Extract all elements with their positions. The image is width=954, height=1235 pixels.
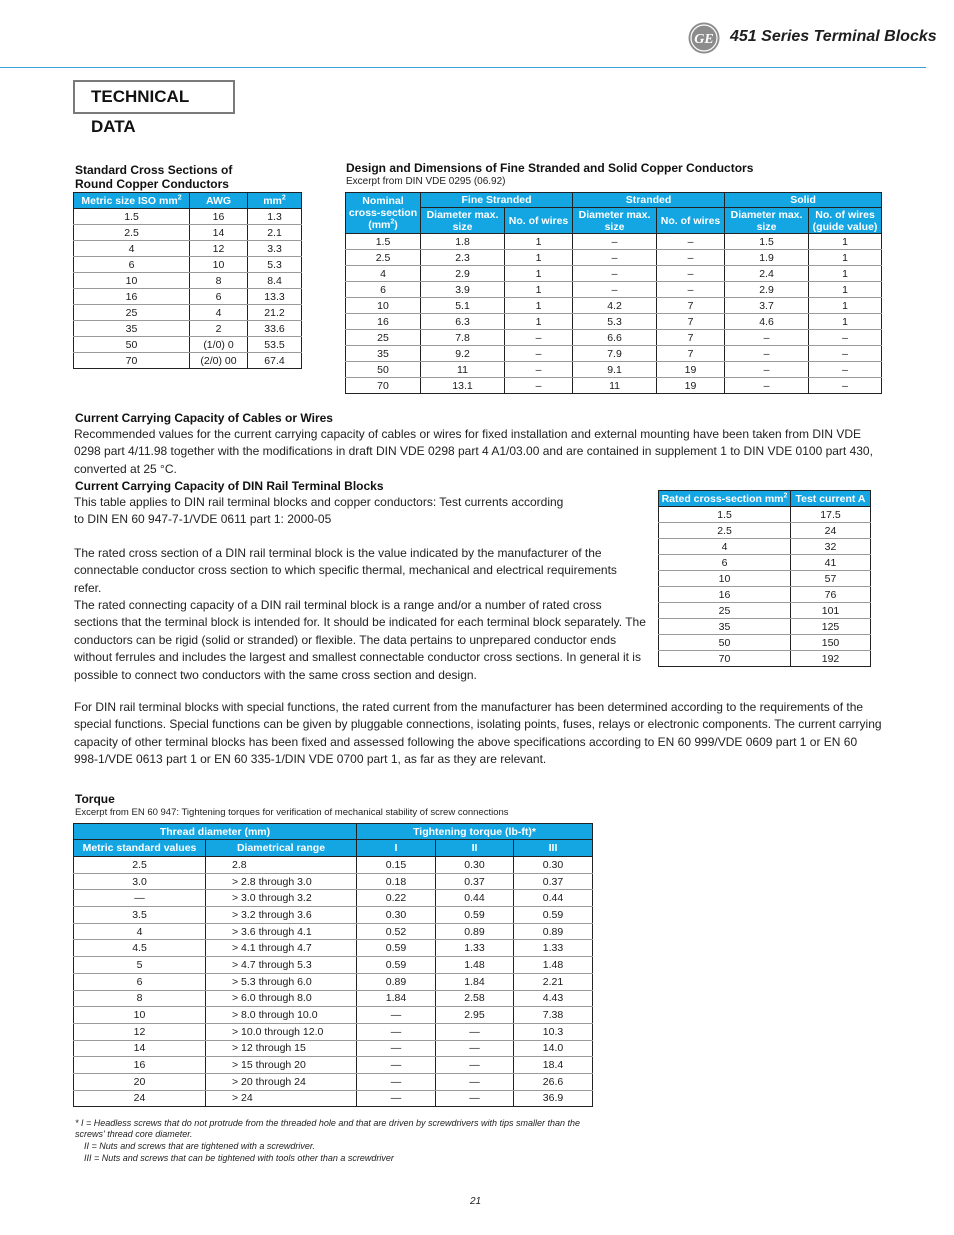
table-row [659, 571, 871, 587]
table-cell: 6.3 [421, 314, 505, 330]
table-cell: 1 [809, 266, 882, 282]
header-rule [0, 67, 926, 68]
table-cell: — [357, 1023, 436, 1040]
table-cell: 0.22 [357, 890, 436, 907]
table-cell: 50 [346, 362, 421, 378]
torque-title: Torque [75, 792, 115, 806]
table-cell: 1 [505, 314, 573, 330]
table-cell: 6 [74, 257, 190, 273]
table-cell: 2.95 [436, 1007, 514, 1024]
din-rail-p4: For DIN rail terminal blocks with special functions, the rated current from the manufacturer has been determined according to the requirements of the special functions. Special functions can be given by pluggable connections, isolating points, fuses, relays or electronic components. The current carrying capacity of other terminal blocks has been fixed and assessed following the above specifications according to EN 60 999/VDE 0609 part 1 or EN 60 998-1/VDE 0613 part 1 or EN 60 335-1/DIN VDE 0700 part 1, as far as they are relevant. [74, 700, 882, 767]
table-cell: 16 [190, 209, 248, 225]
table-row [346, 362, 882, 378]
table-cell: 0.44 [514, 890, 593, 907]
table-row [659, 635, 871, 651]
page-number: 21 [470, 1196, 482, 1207]
table-cell: 1 [505, 282, 573, 298]
table-cell: 26.6 [514, 1073, 593, 1090]
std-sections-title-line2: Round Copper Conductors [75, 177, 229, 191]
table-cell: 10 [74, 273, 190, 289]
table-row [74, 957, 593, 974]
table-row [74, 353, 302, 369]
table-row [74, 1007, 593, 1024]
std-header-awg: AWG [190, 193, 248, 209]
table-cell: > 10.0 through 12.0 [206, 1023, 357, 1040]
table-row [346, 282, 882, 298]
table-cell: > 20 through 24 [206, 1073, 357, 1090]
torque-table [73, 823, 593, 1107]
table-cell: 0.89 [514, 923, 593, 940]
table-cell: 7.9 [573, 346, 657, 362]
table-cell: 7.8 [421, 330, 505, 346]
table-cell: 2.5 [346, 250, 421, 266]
table-cell: – [725, 330, 809, 346]
table-cell: 24 [74, 1090, 206, 1107]
table-row [659, 523, 871, 539]
ge-logo [688, 22, 720, 54]
design-table [345, 192, 882, 394]
table-cell: 1.9 [725, 250, 809, 266]
table-row [74, 289, 302, 305]
table-cell: 1 [809, 234, 882, 250]
std-sections-table [73, 192, 302, 369]
table-cell: 1.48 [514, 957, 593, 974]
design-sub-diameter: Diameter max. size [573, 208, 657, 234]
table-cell: 5.3 [248, 257, 302, 273]
table-cell: 5 [74, 957, 206, 974]
std-sections-title [75, 163, 232, 191]
table-cell: 25 [346, 330, 421, 346]
design-sub-diameter: Diameter max. size [725, 208, 809, 234]
table-cell: 3.3 [248, 241, 302, 257]
table-cell: 0.18 [357, 873, 436, 890]
table-cell: 13.3 [248, 289, 302, 305]
table-cell: 0.30 [436, 857, 514, 874]
table-cell: 1.33 [436, 940, 514, 957]
table-cell: > 3.2 through 3.6 [206, 907, 357, 924]
table-row [74, 923, 593, 940]
table-cell: – [809, 346, 882, 362]
table-cell: > 4.1 through 4.7 [206, 940, 357, 957]
table-cell: – [809, 362, 882, 378]
table-cell: — [357, 1090, 436, 1107]
table-cell: 1.84 [436, 973, 514, 990]
table-cell: 11 [421, 362, 505, 378]
table-cell: 0.44 [436, 890, 514, 907]
table-cell: 14 [74, 1040, 206, 1057]
table-cell: — [436, 1057, 514, 1074]
table-cell: 1.3 [248, 209, 302, 225]
table-cell: 70 [74, 353, 190, 369]
table-cell: – [725, 362, 809, 378]
design-sub-wires: No. of wires [505, 208, 573, 234]
table-cell: 1 [505, 250, 573, 266]
table-cell: 16 [74, 289, 190, 305]
table-row [659, 619, 871, 635]
table-cell: 33.6 [248, 321, 302, 337]
design-header-nominal: Nominal cross-section $(mm^2)$ [346, 193, 421, 234]
table-cell: 4.6 [725, 314, 809, 330]
table-row [74, 857, 593, 874]
table-cell: 5.3 [573, 314, 657, 330]
table-cell: — [357, 1007, 436, 1024]
table-cell: 3.7 [725, 298, 809, 314]
din-rail-p3: The rated connecting capacity of a DIN rail terminal block is a range and/or a number of rated cross sections that the terminal block is intended for. It should be indicated for each terminal block separately. The conductors can be rigid (solid or stranded) or flexible. The data pertains to unprepared conductor ends without ferrules and includes the largest and smallest connectable conductor cross sections. In general it is possible to connect two conductors with the same cross section and design. [74, 598, 646, 682]
torque-group-thread: Thread diameter (mm) [74, 824, 357, 840]
table-cell: 24 [791, 523, 871, 539]
table-row [74, 241, 302, 257]
table-cell: 4 [659, 539, 791, 555]
std-header-metric: Metric size ISO $mm^2$ [74, 193, 190, 209]
table-cell: — [436, 1040, 514, 1057]
table-cell: 0.59 [357, 940, 436, 957]
table-cell: 35 [346, 346, 421, 362]
table-cell: 7.38 [514, 1007, 593, 1024]
table-cell: 8 [190, 273, 248, 289]
table-cell: 10 [659, 571, 791, 587]
table-cell: 2.58 [436, 990, 514, 1007]
table-cell: 125 [791, 619, 871, 635]
design-sub-wires: No. of wires [657, 208, 725, 234]
table-cell: 3.0 [74, 873, 206, 890]
table-cell: 0.30 [357, 907, 436, 924]
table-cell: 36.9 [514, 1090, 593, 1107]
design-sub-wires-guide: No. of wires (guide value) [809, 208, 882, 234]
table-row [74, 337, 302, 353]
table-row [74, 1057, 593, 1074]
table-cell: 0.37 [514, 873, 593, 890]
table-row [74, 907, 593, 924]
table-row [74, 273, 302, 289]
table-cell: – [505, 378, 573, 394]
table-cell: 13.1 [421, 378, 505, 394]
table-cell: 4.5 [74, 940, 206, 957]
table-cell: 6 [74, 973, 206, 990]
table-cell: 35 [659, 619, 791, 635]
table-cell: 11 [573, 378, 657, 394]
table-cell: 1 [809, 314, 882, 330]
table-row [346, 250, 882, 266]
table-cell: 6.6 [573, 330, 657, 346]
table-cell: — [357, 1073, 436, 1090]
table-cell: 7 [657, 314, 725, 330]
table-cell: 14 [190, 225, 248, 241]
table-row [74, 209, 302, 225]
table-row [74, 973, 593, 990]
table-cell: – [657, 250, 725, 266]
din-rail-p1: This table applies to DIN rail terminal blocks and copper conductors: Test currents according to DIN EN 60 947-7-1/VDE 0611 part 1: 2000-05 [74, 495, 564, 527]
table-cell: (2/0) 00 [190, 353, 248, 369]
table-cell: 35 [74, 321, 190, 337]
cables-text: Recommended values for the current carrying capacity of cables or wires for fixed installation and external mounting have been taken from DIN VDE 0298 part 4/11.98 together with the modifications in draft DIN VDE 0298 part 4 A1/03.00 and are contained in supplement 1 to DIN VDE 0100 part 430, converted at 25 °C. [74, 427, 873, 476]
table-cell: 16 [346, 314, 421, 330]
table-cell: 7 [657, 330, 725, 346]
table-cell: 7 [657, 298, 725, 314]
table-cell: > 6.0 through 8.0 [206, 990, 357, 1007]
table-cell: 10 [346, 298, 421, 314]
table-cell: — [436, 1023, 514, 1040]
table-row [74, 873, 593, 890]
table-cell: 19 [657, 378, 725, 394]
header-title: 451 Series Terminal Blocks [730, 28, 937, 45]
table-cell: – [573, 234, 657, 250]
table-cell: 0.59 [436, 907, 514, 924]
torque-subtitle: Excerpt from EN 60 947: Tightening torques for verification of mechanical stability of screw connections [75, 807, 509, 818]
table-cell: 32 [791, 539, 871, 555]
torque-footnote-3: III = Nuts and screws that can be tightened with tools other than a screwdriver [84, 1153, 394, 1163]
torque-sub-range: Diametrical range [206, 840, 357, 857]
table-row [346, 378, 882, 394]
table-row [346, 346, 882, 362]
table-cell: 8.4 [248, 273, 302, 289]
table-row [659, 507, 871, 523]
table-cell: > 24 [206, 1090, 357, 1107]
design-group-stranded: Stranded [573, 193, 725, 208]
table-cell: 10 [74, 1007, 206, 1024]
table-row [74, 321, 302, 337]
table-cell: – [657, 282, 725, 298]
table-cell: 7 [657, 346, 725, 362]
torque-sub-iii: III [514, 840, 593, 857]
table-cell: 1.48 [436, 957, 514, 974]
table-cell: 53.5 [248, 337, 302, 353]
table-row [346, 266, 882, 282]
din-rail-table [658, 490, 871, 667]
table-cell: 0.37 [436, 873, 514, 890]
table-cell: 0.52 [357, 923, 436, 940]
table-cell: 3.9 [421, 282, 505, 298]
table-row [74, 1040, 593, 1057]
table-cell: 2.5 [74, 857, 206, 874]
table-cell: 17.5 [791, 507, 871, 523]
design-group-fine: Fine Stranded [421, 193, 573, 208]
table-row [659, 555, 871, 571]
table-cell: 19 [657, 362, 725, 378]
din-rail-p2: The rated cross section of a DIN rail terminal block is the value indicated by the manufacturer of the connectable conductor cross section to which specific thermal, mechanical and electrical requirements refer. [74, 546, 617, 595]
table-cell: 21.2 [248, 305, 302, 321]
table-row [659, 651, 871, 667]
table-cell: 2 [190, 321, 248, 337]
table-cell: 12 [190, 241, 248, 257]
din-rail-title: Current Carrying Capacity of DIN Rail Terminal Blocks [75, 479, 384, 493]
table-cell: 16 [659, 587, 791, 603]
table-cell: — [357, 1057, 436, 1074]
table-cell: 2.3 [421, 250, 505, 266]
table-row [346, 330, 882, 346]
table-cell: 2.9 [421, 266, 505, 282]
table-row [659, 603, 871, 619]
table-cell: > 5.3 through 6.0 [206, 973, 357, 990]
torque-group-torque: Tightening torque (lb-ft)* [357, 824, 593, 840]
table-cell: 70 [346, 378, 421, 394]
table-cell: 4 [346, 266, 421, 282]
table-cell: 6 [190, 289, 248, 305]
table-row [74, 1090, 593, 1107]
table-cell: — [357, 1040, 436, 1057]
table-cell: – [809, 378, 882, 394]
table-cell: 5.1 [421, 298, 505, 314]
table-cell: 1 [809, 298, 882, 314]
table-cell: – [573, 250, 657, 266]
table-cell: 1.5 [659, 507, 791, 523]
svg-text:GE: GE [694, 32, 714, 47]
table-cell: — [436, 1073, 514, 1090]
table-cell: 20 [74, 1073, 206, 1090]
design-group-solid: Solid [725, 193, 882, 208]
table-cell: – [657, 234, 725, 250]
table-cell: 4 [190, 305, 248, 321]
page-heading: TECHNICAL DATA [73, 80, 235, 114]
table-cell: 1.5 [725, 234, 809, 250]
torque-sub-metric: Metric standard values [74, 840, 206, 857]
table-cell: 2.5 [659, 523, 791, 539]
table-row [74, 890, 593, 907]
table-cell: 1.8 [421, 234, 505, 250]
table-cell: 50 [74, 337, 190, 353]
table-cell: 150 [791, 635, 871, 651]
table-cell: 192 [791, 651, 871, 667]
design-subtitle: Excerpt from DIN VDE 0295 (06.92) [346, 176, 506, 187]
table-cell: – [809, 330, 882, 346]
table-cell: 14.0 [514, 1040, 593, 1057]
table-cell: 0.30 [514, 857, 593, 874]
table-cell: 9.1 [573, 362, 657, 378]
table-cell: 0.89 [436, 923, 514, 940]
table-cell: — [436, 1090, 514, 1107]
table-row [346, 298, 882, 314]
table-cell: 4.43 [514, 990, 593, 1007]
table-cell: – [725, 378, 809, 394]
table-cell: 67.4 [248, 353, 302, 369]
std-header-mm2: $mm^2$ [248, 193, 302, 209]
table-row [659, 587, 871, 603]
table-cell: 0.89 [357, 973, 436, 990]
table-cell: – [725, 346, 809, 362]
table-row [74, 990, 593, 1007]
table-row [74, 305, 302, 321]
table-cell: 16 [74, 1057, 206, 1074]
table-cell: 57 [791, 571, 871, 587]
table-cell: 1.5 [346, 234, 421, 250]
torque-footnote-1: * I = Headless screws that do not protrude from the threaded hole and that are driven by screwdrivers with tips smaller than the screws' thread core diameter. [75, 1118, 581, 1139]
table-cell: 4 [74, 241, 190, 257]
std-sections-title-line1: Standard Cross Sections of [75, 163, 233, 177]
table-cell: – [573, 266, 657, 282]
table-cell: > 12 through 15 [206, 1040, 357, 1057]
table-cell: – [505, 330, 573, 346]
table-cell: – [657, 266, 725, 282]
table-cell: 2.5 [74, 225, 190, 241]
table-cell: 1 [505, 234, 573, 250]
table-cell: > 2.8 through 3.0 [206, 873, 357, 890]
table-cell: 18.4 [514, 1057, 593, 1074]
torque-sub-i: I [357, 840, 436, 857]
table-cell: 50 [659, 635, 791, 651]
table-cell: 1 [809, 250, 882, 266]
table-cell: 2.8 [206, 857, 357, 874]
table-cell: 41 [791, 555, 871, 571]
table-row [346, 314, 882, 330]
table-cell: 6 [346, 282, 421, 298]
table-cell: 76 [791, 587, 871, 603]
table-cell: 10.3 [514, 1023, 593, 1040]
table-cell: 1.5 [74, 209, 190, 225]
table-cell: 25 [74, 305, 190, 321]
table-cell: > 8.0 through 10.0 [206, 1007, 357, 1024]
table-cell: > 4.7 through 5.3 [206, 957, 357, 974]
torque-footnote-2: II = Nuts and screws that are tightened with a screwdriver. [84, 1141, 316, 1151]
table-row [74, 225, 302, 241]
table-cell: > 3.6 through 4.1 [206, 923, 357, 940]
table-row [74, 1023, 593, 1040]
table-cell: 10 [190, 257, 248, 273]
table-cell: 1.84 [357, 990, 436, 1007]
din-header-cross-section: Rated cross-section $mm^2$ [659, 491, 791, 507]
table-row [659, 539, 871, 555]
table-cell: 3.5 [74, 907, 206, 924]
table-cell: 2.21 [514, 973, 593, 990]
table-cell: 12 [74, 1023, 206, 1040]
design-sub-diameter: Diameter max. size [421, 208, 505, 234]
table-cell: 1.33 [514, 940, 593, 957]
table-cell: – [505, 362, 573, 378]
table-cell: – [505, 346, 573, 362]
table-row [346, 234, 882, 250]
table-cell: 0.59 [514, 907, 593, 924]
table-cell: 0.15 [357, 857, 436, 874]
table-cell: 4 [74, 923, 206, 940]
table-cell: 2.9 [725, 282, 809, 298]
table-cell: > 3.0 through 3.2 [206, 890, 357, 907]
table-cell: 25 [659, 603, 791, 619]
table-cell: 1 [505, 266, 573, 282]
table-cell: > 15 through 20 [206, 1057, 357, 1074]
table-row [74, 1073, 593, 1090]
cables-title: Current Carrying Capacity of Cables or Wires [75, 411, 333, 425]
table-cell: 70 [659, 651, 791, 667]
table-cell: — [74, 890, 206, 907]
table-cell: 4.2 [573, 298, 657, 314]
din-header-test-current: Test current A [791, 491, 871, 507]
table-row [74, 257, 302, 273]
table-cell: 1 [505, 298, 573, 314]
table-row [74, 940, 593, 957]
torque-sub-ii: II [436, 840, 514, 857]
table-cell: 101 [791, 603, 871, 619]
design-title: Design and Dimensions of Fine Stranded and Solid Copper Conductors [346, 161, 754, 175]
table-cell: – [573, 282, 657, 298]
table-cell: (1/0) 0 [190, 337, 248, 353]
table-cell: 2.1 [248, 225, 302, 241]
table-cell: 0.59 [357, 957, 436, 974]
table-cell: 9.2 [421, 346, 505, 362]
table-cell: 6 [659, 555, 791, 571]
table-cell: 8 [74, 990, 206, 1007]
table-cell: 1 [809, 282, 882, 298]
table-cell: 2.4 [725, 266, 809, 282]
